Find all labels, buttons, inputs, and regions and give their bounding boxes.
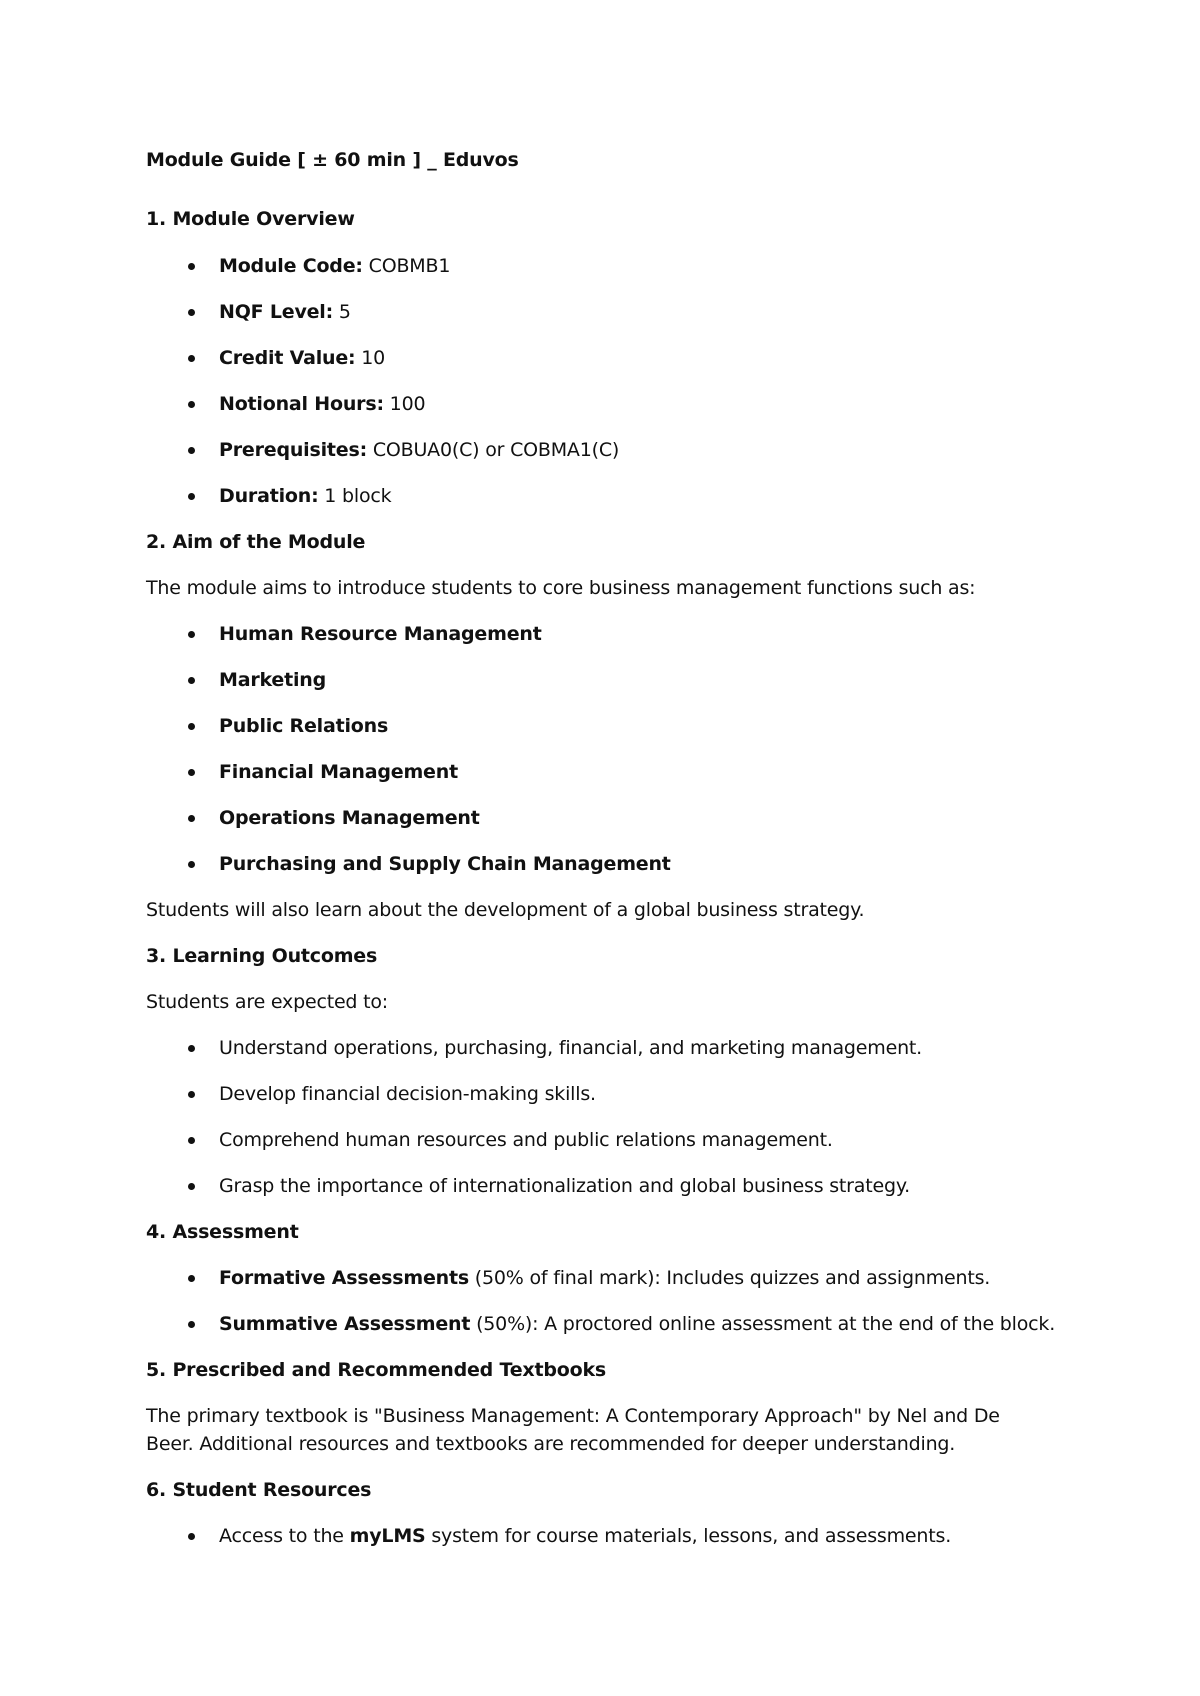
item-value: COBMB1 — [362, 255, 451, 277]
item-label: Marketing — [219, 669, 327, 691]
section-heading-assessment: 4. Assessment — [146, 1221, 299, 1243]
bullet-icon — [188, 401, 195, 408]
section-heading-resources: 6. Student Resources — [146, 1479, 372, 1501]
item-label: Formative Assessments — [219, 1267, 469, 1289]
bullet-icon — [188, 723, 195, 730]
item-label: Financial Management — [219, 761, 458, 783]
bullet-icon — [188, 1275, 195, 1282]
textbooks-line-1: The primary textbook is "Business Management: A Contemporary Approach" by Nel and De — [146, 1405, 1000, 1427]
item-label: Operations Management — [219, 807, 480, 829]
item-text: Understand operations, purchasing, financial, and marketing management. — [219, 1037, 923, 1059]
item-value: 1 block — [318, 485, 392, 507]
item-label: Prerequisites: — [219, 439, 367, 461]
bullet-icon — [188, 1183, 195, 1190]
bullet-icon — [188, 1045, 195, 1052]
bullet-icon — [188, 263, 195, 270]
bullet-icon — [188, 769, 195, 776]
bullet-icon — [188, 1091, 195, 1098]
bullet-icon — [188, 493, 195, 500]
bullet-icon — [188, 447, 195, 454]
section-heading-aim: 2. Aim of the Module — [146, 531, 366, 553]
item-prefix: Access to the — [219, 1525, 350, 1547]
item-value: (50%): A proctored online assessment at the end of the block. — [470, 1313, 1056, 1335]
item-value: (50% of final mark): Includes quizzes and assignments. — [468, 1267, 991, 1289]
item-label: Credit Value: — [219, 347, 356, 369]
item-label: Purchasing and Supply Chain Management — [219, 853, 671, 875]
bullet-icon — [188, 815, 195, 822]
item-value: 100 — [383, 393, 426, 415]
item-value: 10 — [355, 347, 386, 369]
item-label: Module Code: — [219, 255, 363, 277]
section-heading-textbooks: 5. Prescribed and Recommended Textbooks — [146, 1359, 607, 1381]
aim-intro: The module aims to introduce students to core business management functions such as: — [146, 577, 976, 599]
item-suffix: system for course materials, lessons, and assessments. — [425, 1525, 952, 1547]
aim-outro: Students will also learn about the development of a global business strategy. — [146, 899, 865, 921]
bullet-icon — [188, 1533, 195, 1540]
item-label: Notional Hours: — [219, 393, 384, 415]
item-label: Human Resource Management — [219, 623, 542, 645]
bullet-icon — [188, 1321, 195, 1328]
bullet-icon — [188, 677, 195, 684]
document-title: Module Guide [ ± 60 min ] _ Eduvos — [146, 149, 519, 171]
bullet-icon — [188, 631, 195, 638]
bullet-icon — [188, 861, 195, 868]
bullet-icon — [188, 355, 195, 362]
item-emphasis: myLMS — [349, 1525, 426, 1547]
item-value: 5 — [333, 301, 351, 323]
bullet-icon — [188, 1137, 195, 1144]
section-heading-overview: 1. Module Overview — [146, 208, 355, 230]
textbooks-line-2: Beer. Additional resources and textbooks are recommended for deeper understanding. — [146, 1433, 956, 1455]
item-label: Duration: — [219, 485, 319, 507]
item-label: Summative Assessment — [219, 1313, 471, 1335]
item-value: COBUA0(C) or COBMA1(C) — [366, 439, 620, 461]
section-heading-outcomes: 3. Learning Outcomes — [146, 945, 378, 967]
item-label: NQF Level: — [219, 301, 334, 323]
item-text: Grasp the importance of internationalization and global business strategy. — [219, 1175, 911, 1197]
item-label: Public Relations — [219, 715, 389, 737]
outcomes-intro: Students are expected to: — [146, 991, 389, 1013]
item-text: Develop financial decision-making skills. — [219, 1083, 596, 1105]
bullet-icon — [188, 309, 195, 316]
item-text: Comprehend human resources and public relations management. — [219, 1129, 833, 1151]
